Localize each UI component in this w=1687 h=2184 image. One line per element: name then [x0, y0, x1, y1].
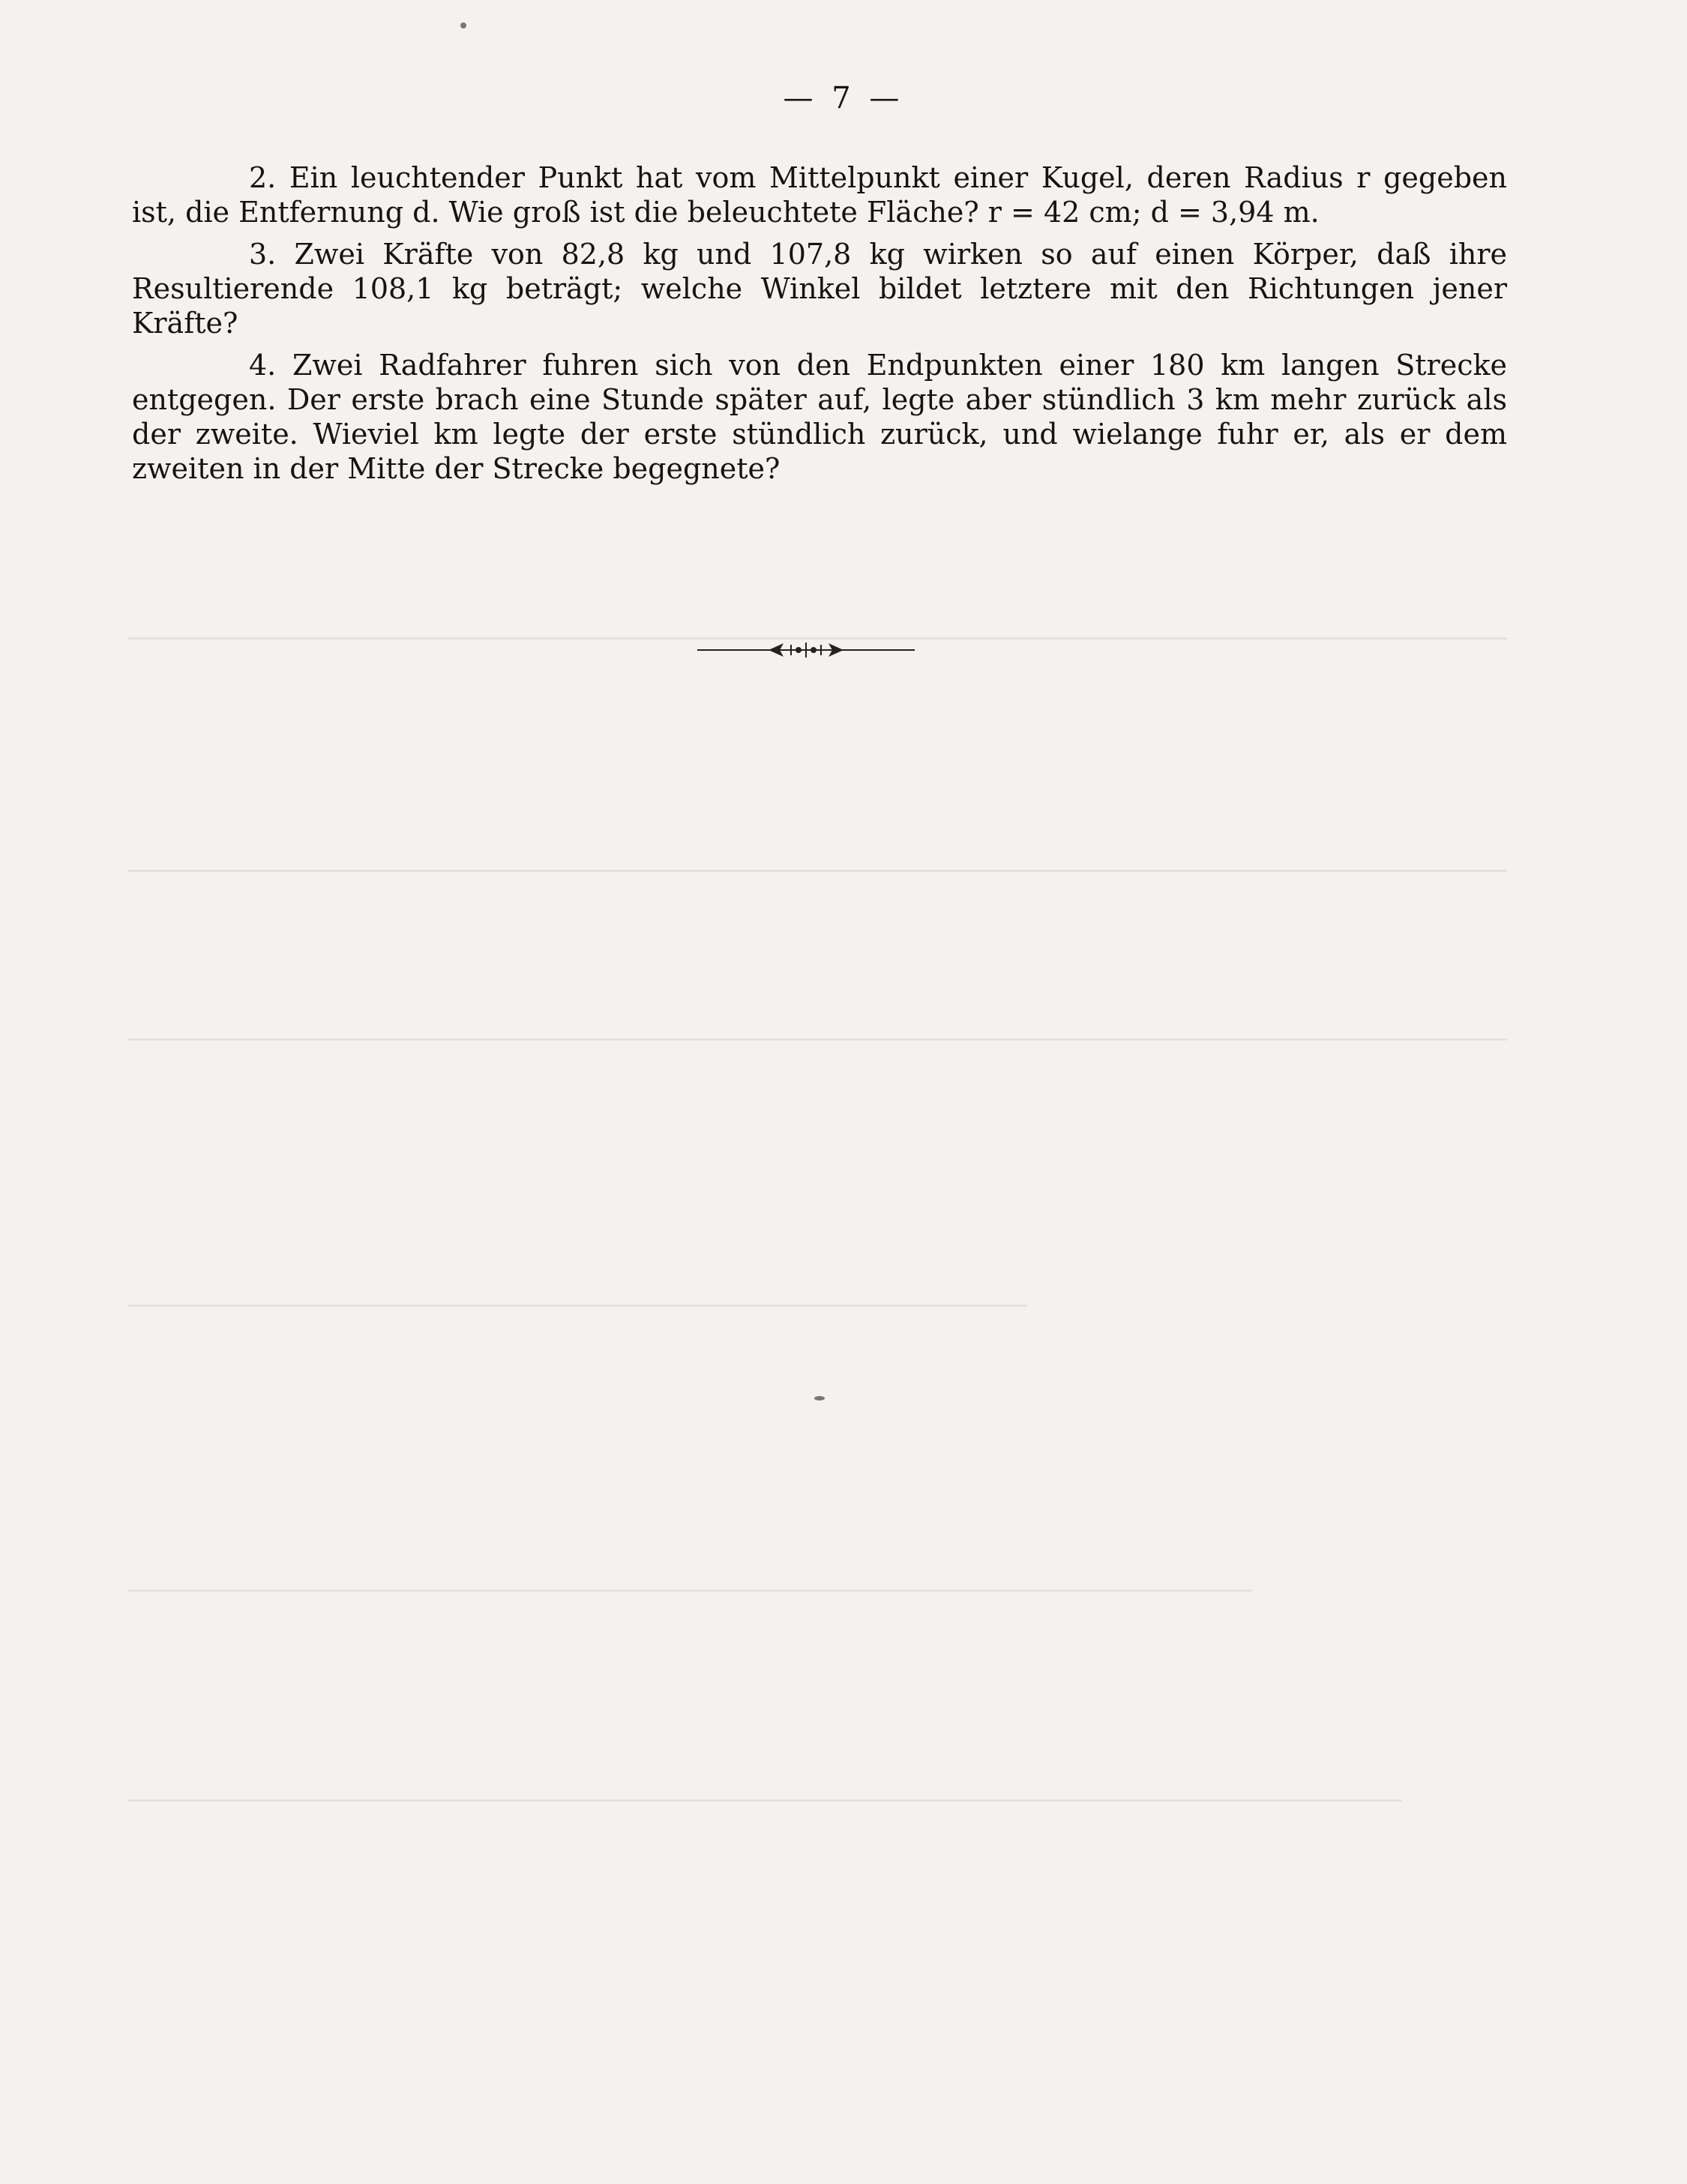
- page-number: — 7 —: [783, 81, 904, 115]
- bleed-through-texture: [127, 480, 1507, 1994]
- problem-4: 4. Zwei Radfahrer fuhren sich von den Endpunkten einer 180 km langen Strecke entgegen. Der erste brach eine Stunde später auf, legte aber stündlich 3 km mehr zurück als der zweite. Wieviel km legte der erste stündlich zurück, und wielange fuhr er, als er dem zweiten in der Mitte der Strecke begegnete?: [132, 349, 1507, 485]
- paper-speck: [460, 22, 466, 28]
- paper-speck: [814, 1396, 825, 1401]
- problem-list: [132, 160, 1507, 493]
- problem-3: 3. Zwei Kräfte von 82,8 kg und 107,8 kg wirken so auf einen Körper, daß ihre Resultierende 108,1 kg beträgt; welche Winkel bildet letztere mit den Richtungen jener Kräfte?: [132, 238, 1507, 340]
- problem-2: 2. Ein leuchtender Punkt hat vom Mittelpunkt einer Kugel, deren Radius r gegeben ist, die Entfernung d. Wie groß ist die beleuchtete Fläche? r = 42 cm; d = 3,94 m.: [132, 161, 1507, 229]
